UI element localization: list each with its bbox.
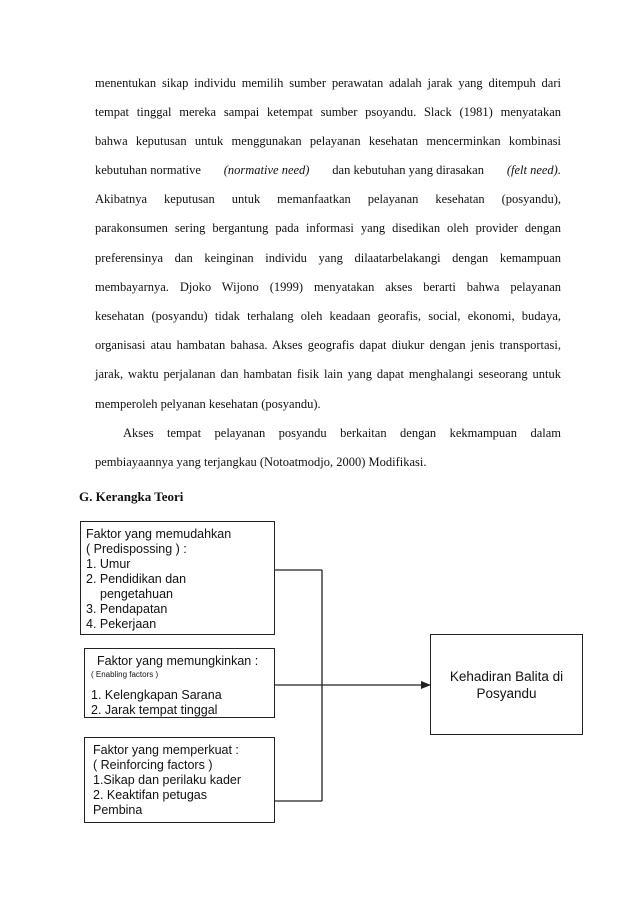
box-title: Faktor yang memungkinkan : (97, 654, 259, 668)
text-line: membayarnya. Djoko Wijono (1999) menyatakan akses berarti bahwa pelayanan (95, 280, 561, 294)
list-item: 2. Jarak tempat tinggal (91, 703, 218, 717)
enabling-factors-box (84, 648, 275, 718)
text-line: menentukan sikap individu memilih sumber perawatan adalah jarak yang ditempuh dari (95, 76, 561, 90)
outcome-box (430, 634, 583, 735)
list-item: 1. Umur (86, 557, 131, 571)
italic-term: (normative need) (223, 163, 310, 177)
box-title: Faktor yang memperkuat : (93, 743, 239, 757)
box-title: Faktor yang memudahkan (86, 527, 232, 541)
list-item: 1. Kelengkapan Sarana (91, 688, 222, 702)
predisposing-factors-box (80, 521, 275, 635)
text-line-last: pembiayaannya yang terjangkau (Notoatmodjo, 2000) Modifikasi. (95, 455, 427, 469)
text-line: parakonsumen sering bergantung pada informasi yang disedikan oleh provider dengan (95, 221, 561, 235)
text-line: organisasi atau hambatan bahasa. Akses geografis dapat diukur dengan jenis transportasi, (95, 338, 561, 352)
box-subtitle: ( Enabling factors ) (91, 670, 159, 679)
box-subtitle: ( Reinforcing factors ) (93, 758, 213, 772)
text-span: dan kebutuhan yang dirasakan (332, 163, 484, 177)
section-heading: G. Kerangka Teori (79, 489, 184, 504)
text-line: bahwa keputusan untuk menggunakan pelayanan kesehatan mencerminkan kombinasi (95, 134, 561, 148)
text-line: jarak, waktu perjalanan dan hambatan fisik lain yang dapat menghalangi seseorang untuk (95, 367, 561, 381)
text-span: kebutuhan normative (95, 163, 201, 177)
text-line: kesehatan (posyandu) tidak terhalang oleh keadaan georafis, social, ekonomi, budaya, (95, 309, 561, 323)
list-item: 1.Sikap dan perilaku kader (93, 773, 242, 787)
outcome-line: Posyandu (476, 685, 537, 701)
text-line-last: memperoleh pelyanan kesehatan (posyandu). (95, 397, 321, 411)
outcome-line: Kehadiran Balita di (449, 668, 564, 684)
list-item: 4. Pekerjaan (86, 617, 157, 631)
list-item-continued: pengetahuan (100, 587, 173, 601)
list-item: 2. Keaktifan petugas (93, 788, 207, 802)
reinforcing-factors-box (84, 737, 275, 823)
italic-term: (felt need). (506, 163, 561, 177)
text-line: Akibatnya keputusan untuk memanfaatkan pelayanan kesehatan (posyandu), (95, 192, 561, 206)
text-line: tempat tinggal mereka sampai ketempat sumber psoyandu. Slack (1981) menyatakan (95, 105, 561, 119)
text-line-indent: Akses tempat pelayanan posyandu berkaitan dengan kekmampuan dalam (123, 426, 561, 440)
text-line: preferensinya dan keinginan individu yang dilaatarbelakangi dengan kemampuan (95, 251, 561, 265)
list-item-continued: Pembina (93, 803, 143, 817)
box-subtitle: ( Predispossing ) : (86, 542, 187, 556)
list-item: 2. Pendidikan dan (86, 572, 187, 586)
list-item: 3. Pendapatan (86, 602, 168, 616)
